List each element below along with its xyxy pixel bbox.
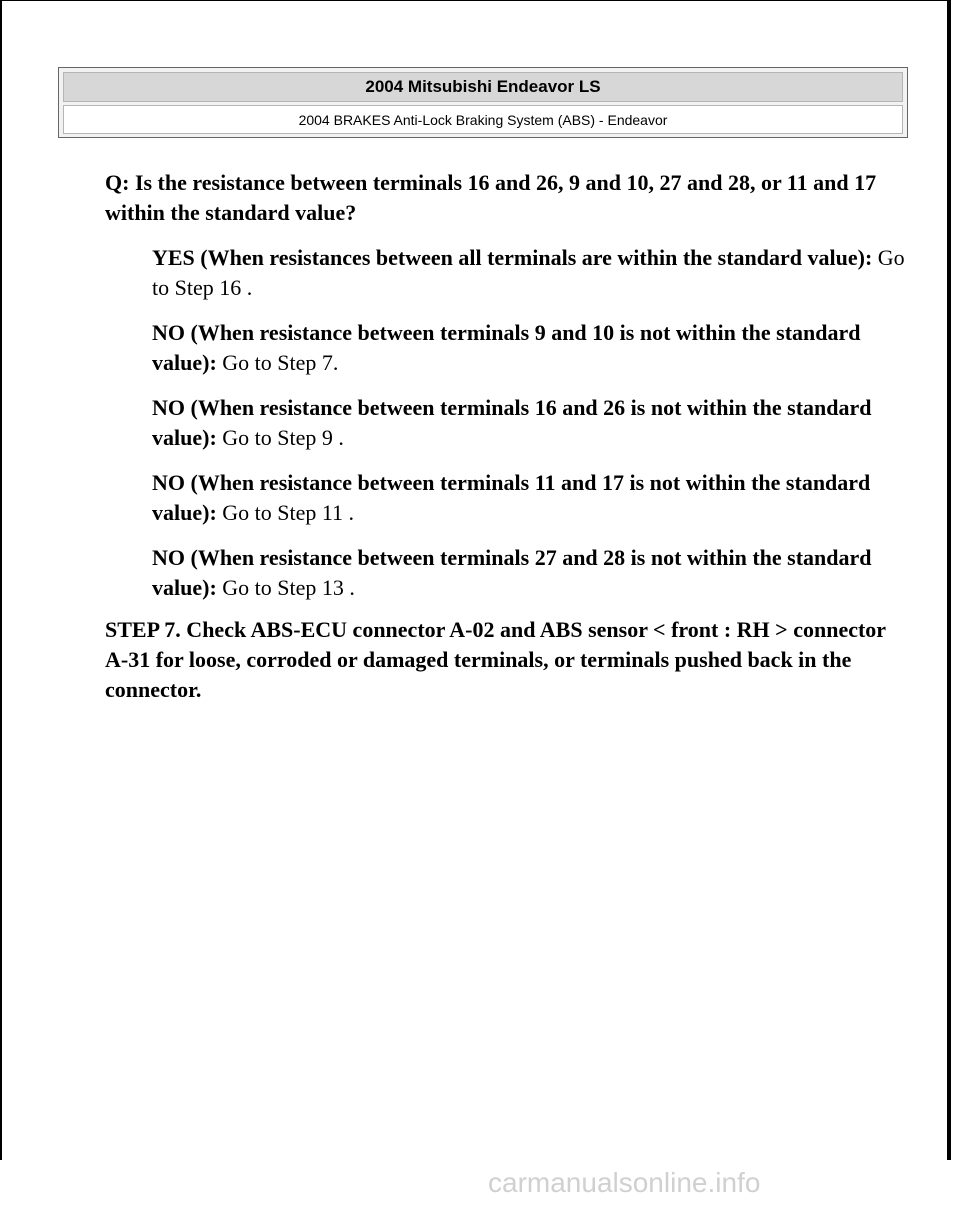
answer-item	[152, 318, 905, 378]
section-subtitle: 2004 BRAKES Anti-Lock Braking System (ABS) - Endeavor	[298, 111, 668, 128]
procedure-content	[105, 168, 905, 705]
answer-item	[152, 543, 905, 603]
answer-condition: NO (When resistance between terminals 9 and 10 is not within the standard value):	[152, 320, 861, 375]
answer-condition: NO (When resistance between terminals 11 and 17 is not within the standard value):	[152, 470, 871, 525]
answer-item	[152, 468, 905, 528]
answer-action: Go to Step 13 .	[216, 575, 355, 600]
header-subtitle-bar	[63, 105, 903, 134]
answer-condition: YES (When resistances between all terminals are within the standard value):	[152, 245, 873, 270]
answer-action: Go to Step 11 .	[216, 500, 355, 525]
answer-item	[152, 393, 905, 453]
step-heading: STEP 7. Check ABS-ECU connector A-02 and ABS sensor < front : RH > connector A-31 for loose, corroded or damaged terminals, or terminals pushed back in the connector.	[105, 617, 886, 702]
answer-condition: NO (When resistance between terminals 16 and 26 is not within the standard value):	[152, 395, 872, 450]
vehicle-title: 2004 Mitsubishi Endeavor LS	[365, 77, 601, 96]
answer-action: Go to Step 9 .	[216, 425, 344, 450]
watermark-text: carmanualsonline.info	[488, 1167, 761, 1198]
header-title-bar	[63, 72, 903, 102]
question-text: Q: Is the resistance between terminals 16 and 26, 9 and 10, 27 and 28, or 11 and 17 within the standard value?	[105, 170, 877, 225]
answer-condition: NO (When resistance between terminals 27 and 28 is not within the standard value):	[152, 545, 872, 600]
document-header	[58, 67, 908, 138]
answer-action: Go to Step 16 .	[152, 245, 905, 300]
answer-action: Go to Step 7.	[216, 350, 339, 375]
answer-list	[105, 243, 905, 603]
answer-item	[152, 243, 905, 303]
